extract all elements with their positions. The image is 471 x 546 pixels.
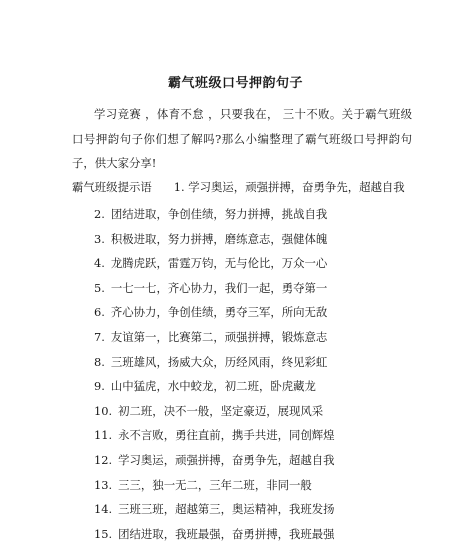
slogan-item [94, 374, 335, 399]
slogan-number: 5. [94, 280, 105, 295]
slogan-item [94, 300, 335, 325]
slogan-number: 10. [94, 403, 113, 418]
lead-first-item: 1. 学习奥运，顽强拼搏，奋勇争先，超越自我 [173, 180, 405, 194]
slogan-number: 3. [94, 231, 105, 246]
slogan-text: 永不言败，勇往直前，携手共进，同创辉煌 [118, 428, 335, 443]
slogan-text: 积极进取，努力拼搏，磨练意志，强健体魄 [110, 231, 328, 246]
slogan-text: 三三，独一无二，三年二班，非同一般 [118, 477, 312, 492]
slogan-item [94, 423, 335, 448]
slogan-text: 学习奥运，顽强拼搏，奋勇争先，超越自我 [118, 452, 335, 467]
intro-paragraph: 学习竞赛 ，体育不怠 ，只要我在， 三十不败。关于霸气班级口号押韵句子你们想了解吗?那么小编整理了霸气班级口号押韵句子，供大家分享! [72, 107, 412, 170]
slogan-text: 一七一七，齐心协力，我们一起，勇夺第一 [110, 280, 328, 295]
slogan-text: 龙腾虎跃，雷霆万钧，无与伦比，万众一心 [110, 256, 328, 271]
slogan-number: 14. [94, 502, 113, 517]
lead-line [72, 179, 405, 195]
slogan-number: 7. [94, 329, 105, 344]
slogan-number: 12. [94, 452, 113, 467]
slogan-text: 初二班，决不一般，坚定豪迈，展现风采 [118, 403, 324, 418]
slogan-number: 11. [94, 428, 113, 443]
slogan-number: 4. [94, 256, 105, 271]
slogan-text: 三班雄风，扬威大众，历经风雨，终见彩虹 [110, 354, 328, 369]
slogan-text: 团结进取，我班最强，奋勇拼搏，我班最强 [118, 526, 335, 541]
slogan-item [94, 251, 335, 276]
slogan-number: 2. [94, 207, 105, 221]
slogan-text: 山中猛虎，水中蛟龙，初二班，卧虎藏龙 [110, 379, 316, 394]
slogan-item [94, 325, 335, 350]
slogan-text: 齐心协力，争创佳绩，勇夺三军，所向无敌 [110, 305, 328, 320]
slogan-text: 团结进取，争创佳绩，努力拼搏，挑战自我 [110, 207, 328, 221]
slogan-item [94, 448, 335, 473]
slogan-number: 9. [94, 379, 105, 394]
slogan-item [94, 276, 335, 301]
slogan-item [94, 399, 335, 424]
slogan-number: 13. [94, 477, 113, 492]
slogan-item [94, 473, 335, 498]
article-title: 霸气班级口号押韵句子 [167, 76, 303, 91]
lead-label: 霸气班级提示语 [72, 180, 152, 194]
slogan-text: 友谊第一，比赛第二，顽强拼搏，锻炼意志 [110, 329, 328, 344]
slogan-item [94, 202, 335, 227]
slogan-number: 6. [94, 305, 105, 320]
slogan-item [94, 522, 335, 546]
slogan-item [94, 497, 335, 522]
slogan-text: 三班三班，超越第三，奥运精神，我班发扬 [118, 502, 335, 517]
slogan-item [94, 350, 335, 375]
slogan-number: 8. [94, 354, 105, 369]
slogan-number: 15. [94, 526, 113, 541]
slogan-item [94, 227, 335, 252]
slogan-list [94, 202, 335, 546]
